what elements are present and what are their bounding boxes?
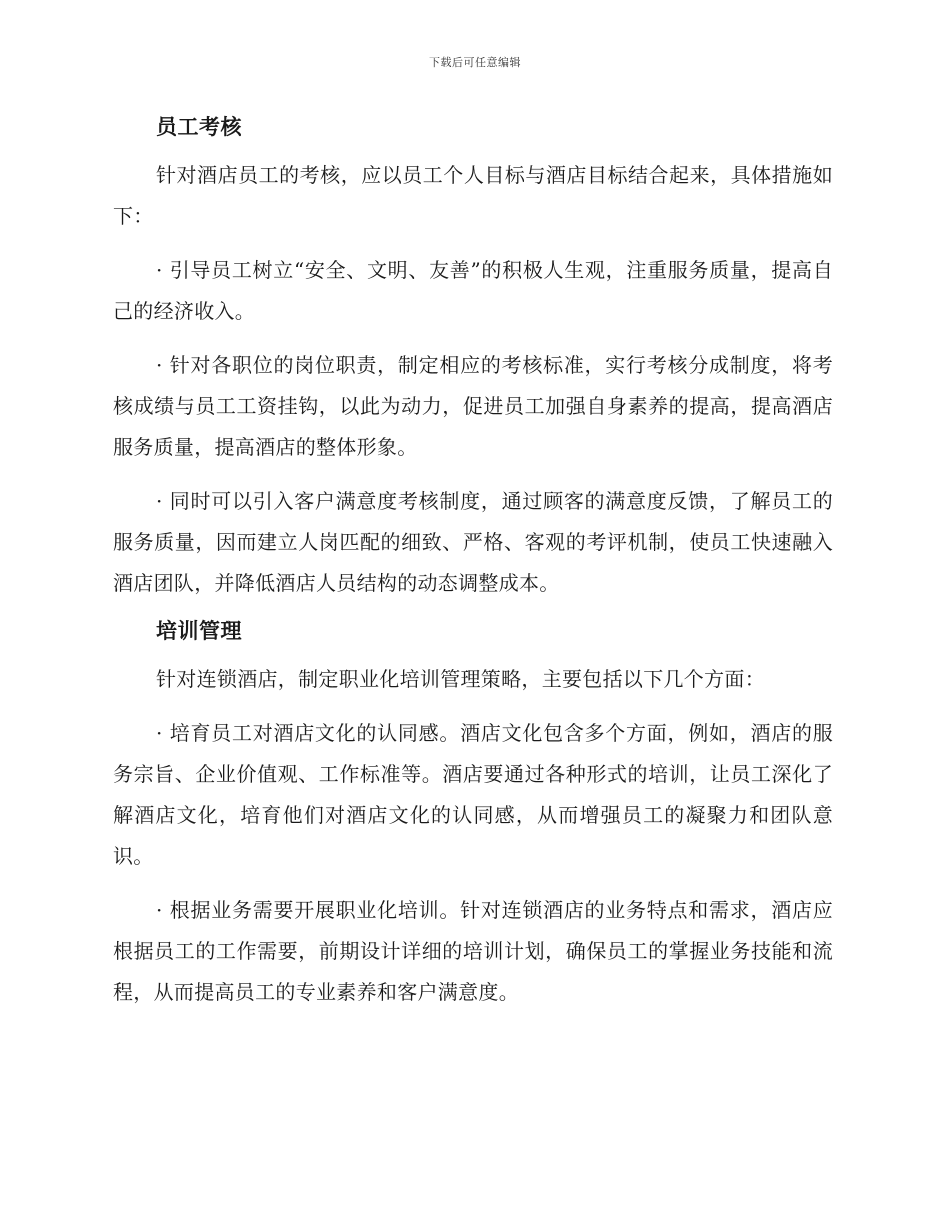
paragraph: 针对酒店员工的考核，应以员工个人目标与酒店目标结合起来，具体措施如下： <box>113 163 833 228</box>
section-title: 员工考核 <box>156 115 242 139</box>
bullet-paragraph: · 针对各职位的岗位职责，制定相应的考核标准，实行考核分成制度，将考核成绩与员工工资挂钩，以此为动力，促进员工加强自身素养的提高，提高酒店服务质量，提高酒店的整体形象。 <box>113 353 833 459</box>
bullet-paragraph: · 同时可以引入客户满意度考核制度，通过顾客的满意度反馈，了解员工的服务质量，因而建立人岗匹配的细致、严格、客观的考评机制，使员工快速融入酒店团队，并降低酒店人员结构的动态调整成本。 <box>113 489 833 595</box>
bullet-paragraph: · 引导员工树立“安全、文明、友善”的积极人生观，注重服务质量，提高自己的经济收入。 <box>113 258 833 323</box>
bullet-paragraph: · 根据业务需要开展职业化培训。针对连锁酒店的业务特点和需求，酒店应根据员工的工作需要，前期设计详细的培训计划，确保员工的掌握业务技能和流程，从而提高员工的专业素养和客户满意度。 <box>113 898 833 1004</box>
paragraph: 针对连锁酒店，制定职业化培训管理策略，主要包括以下几个方面： <box>156 667 765 691</box>
page-header-note: 下载后可任意编辑 <box>429 56 521 69</box>
section-employee-assessment <box>113 110 833 604</box>
document-body <box>113 110 833 1013</box>
section-title: 培训管理 <box>156 619 242 643</box>
section-training-management <box>113 614 833 1013</box>
bullet-paragraph: · 培育员工对酒店文化的认同感。酒店文化包含多个方面，例如，酒店的服务宗旨、企业价值观、工作标准等。酒店要通过各种形式的培训，让员工深化了解酒店文化，培育他们对酒店文化的认同感，从而增强员工的凝聚力和团队意识。 <box>113 721 833 868</box>
